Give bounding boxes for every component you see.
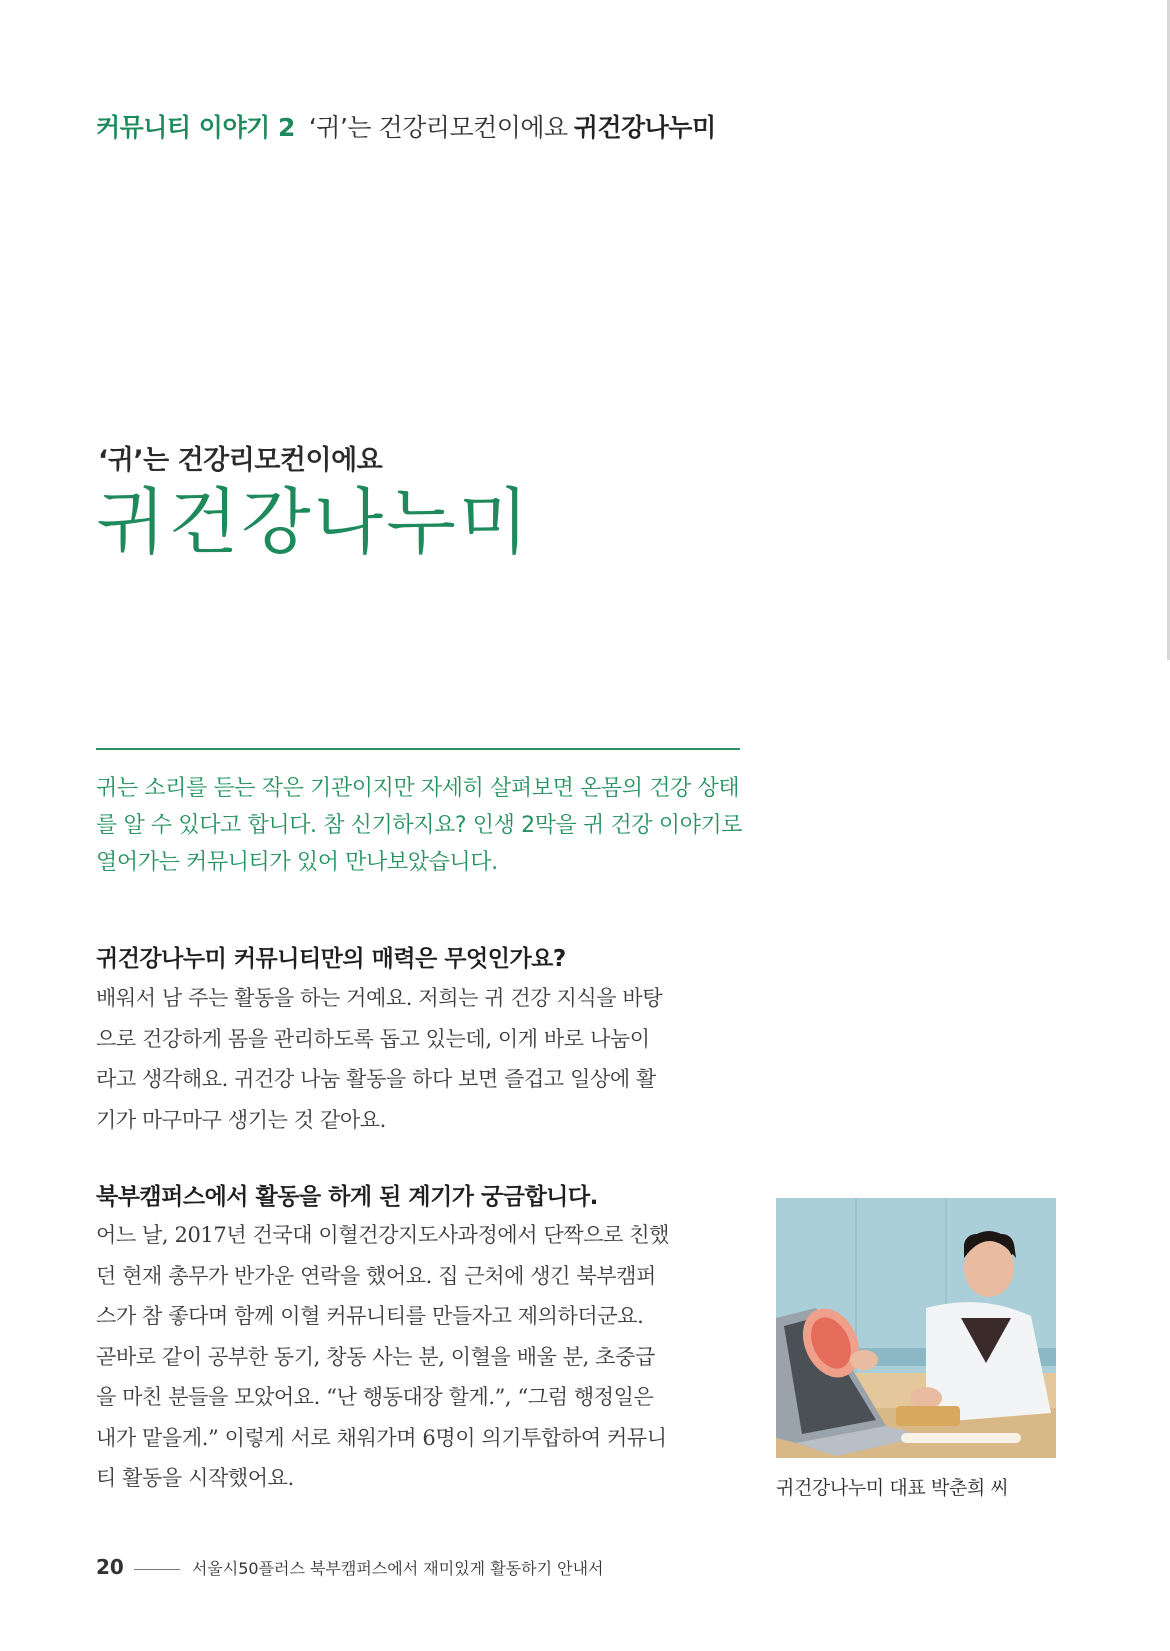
article-kicker: ‘귀’는 건강리모컨이에요 xyxy=(98,445,383,476)
answer-paragraph xyxy=(96,1215,746,1499)
photo-caption: 귀건강나누미 대표 박춘희 씨 xyxy=(776,1477,1009,1499)
lead-line: 를 알 수 있다고 합니다. 참 신기하지요? 인생 2막을 귀 건강 이야기로 xyxy=(96,813,743,838)
answer-line: 라고 생각해요. 귀건강 나눔 활동을 하다 보면 즐겁고 일상에 활 xyxy=(96,1067,656,1091)
answer-paragraph xyxy=(96,978,746,1140)
lead-paragraph xyxy=(96,770,746,881)
footer-divider xyxy=(134,1569,180,1570)
running-head-title: 귀건강나누미 xyxy=(573,113,716,142)
portrait-photo xyxy=(776,1198,1056,1458)
running-head-label: 커뮤니티 이야기 2 xyxy=(96,113,295,142)
lead-line: 귀는 소리를 듣는 작은 기관이지만 자세히 살펴보면 온몸의 건강 상태 xyxy=(96,776,740,801)
lead-divider xyxy=(96,748,740,750)
lead-line: 열어가는 커뮤니티가 있어 만나보았습니다. xyxy=(96,850,498,875)
answer-line: 스가 참 좋다며 함께 이혈 커뮤니티를 만들자고 제의하더군요. xyxy=(96,1304,644,1328)
page-footer xyxy=(96,1555,604,1579)
running-head-subtitle: ‘귀’는 건강리모컨이에요 xyxy=(308,113,568,142)
answer-line: 기가 마구마구 생기는 것 같아요. xyxy=(96,1107,386,1132)
running-head xyxy=(96,108,716,144)
answer-line: 어느 날, 2017년 건국대 이혈건강지도사과정에서 단짝으로 친했 xyxy=(96,1223,670,1247)
page-number: 20 xyxy=(96,1555,124,1579)
question-heading: 귀건강나누미 커뮤니티만의 매력은 무엇인가요? xyxy=(96,946,566,972)
answer-line: 으로 건강하게 몸을 관리하도록 돕고 있는데, 이게 바로 나눔이 xyxy=(96,1026,650,1051)
answer-line: 을 마친 분들을 모았어요. “난 행동대장 할게.”, “그럼 행정일은 xyxy=(96,1385,654,1409)
question-heading: 북부캠퍼스에서 활동을 하게 된 계기가 궁금합니다. xyxy=(96,1184,598,1210)
answer-line: 배워서 남 주는 활동을 하는 거예요. 저희는 귀 건강 지식을 바탕 xyxy=(96,986,663,1010)
article-title: 귀건강나누미 xyxy=(96,480,532,564)
answer-line: 곧바로 같이 공부한 동기, 창동 사는 분, 이혈을 배울 분, 초중급 xyxy=(96,1344,655,1369)
answer-line: 티 활동을 시작했어요. xyxy=(96,1466,294,1490)
answer-line: 던 현재 총무가 반가운 연락을 했어요. 집 근처에 생긴 북부캠퍼 xyxy=(96,1263,656,1288)
footer-text: 서울시50플러스 북부캠퍼스에서 재미있게 활동하기 안내서 xyxy=(191,1559,604,1578)
answer-line: 내가 맡을게.” 이렇게 서로 채워가며 6명이 의기투합하여 커뮤니 xyxy=(96,1425,667,1450)
